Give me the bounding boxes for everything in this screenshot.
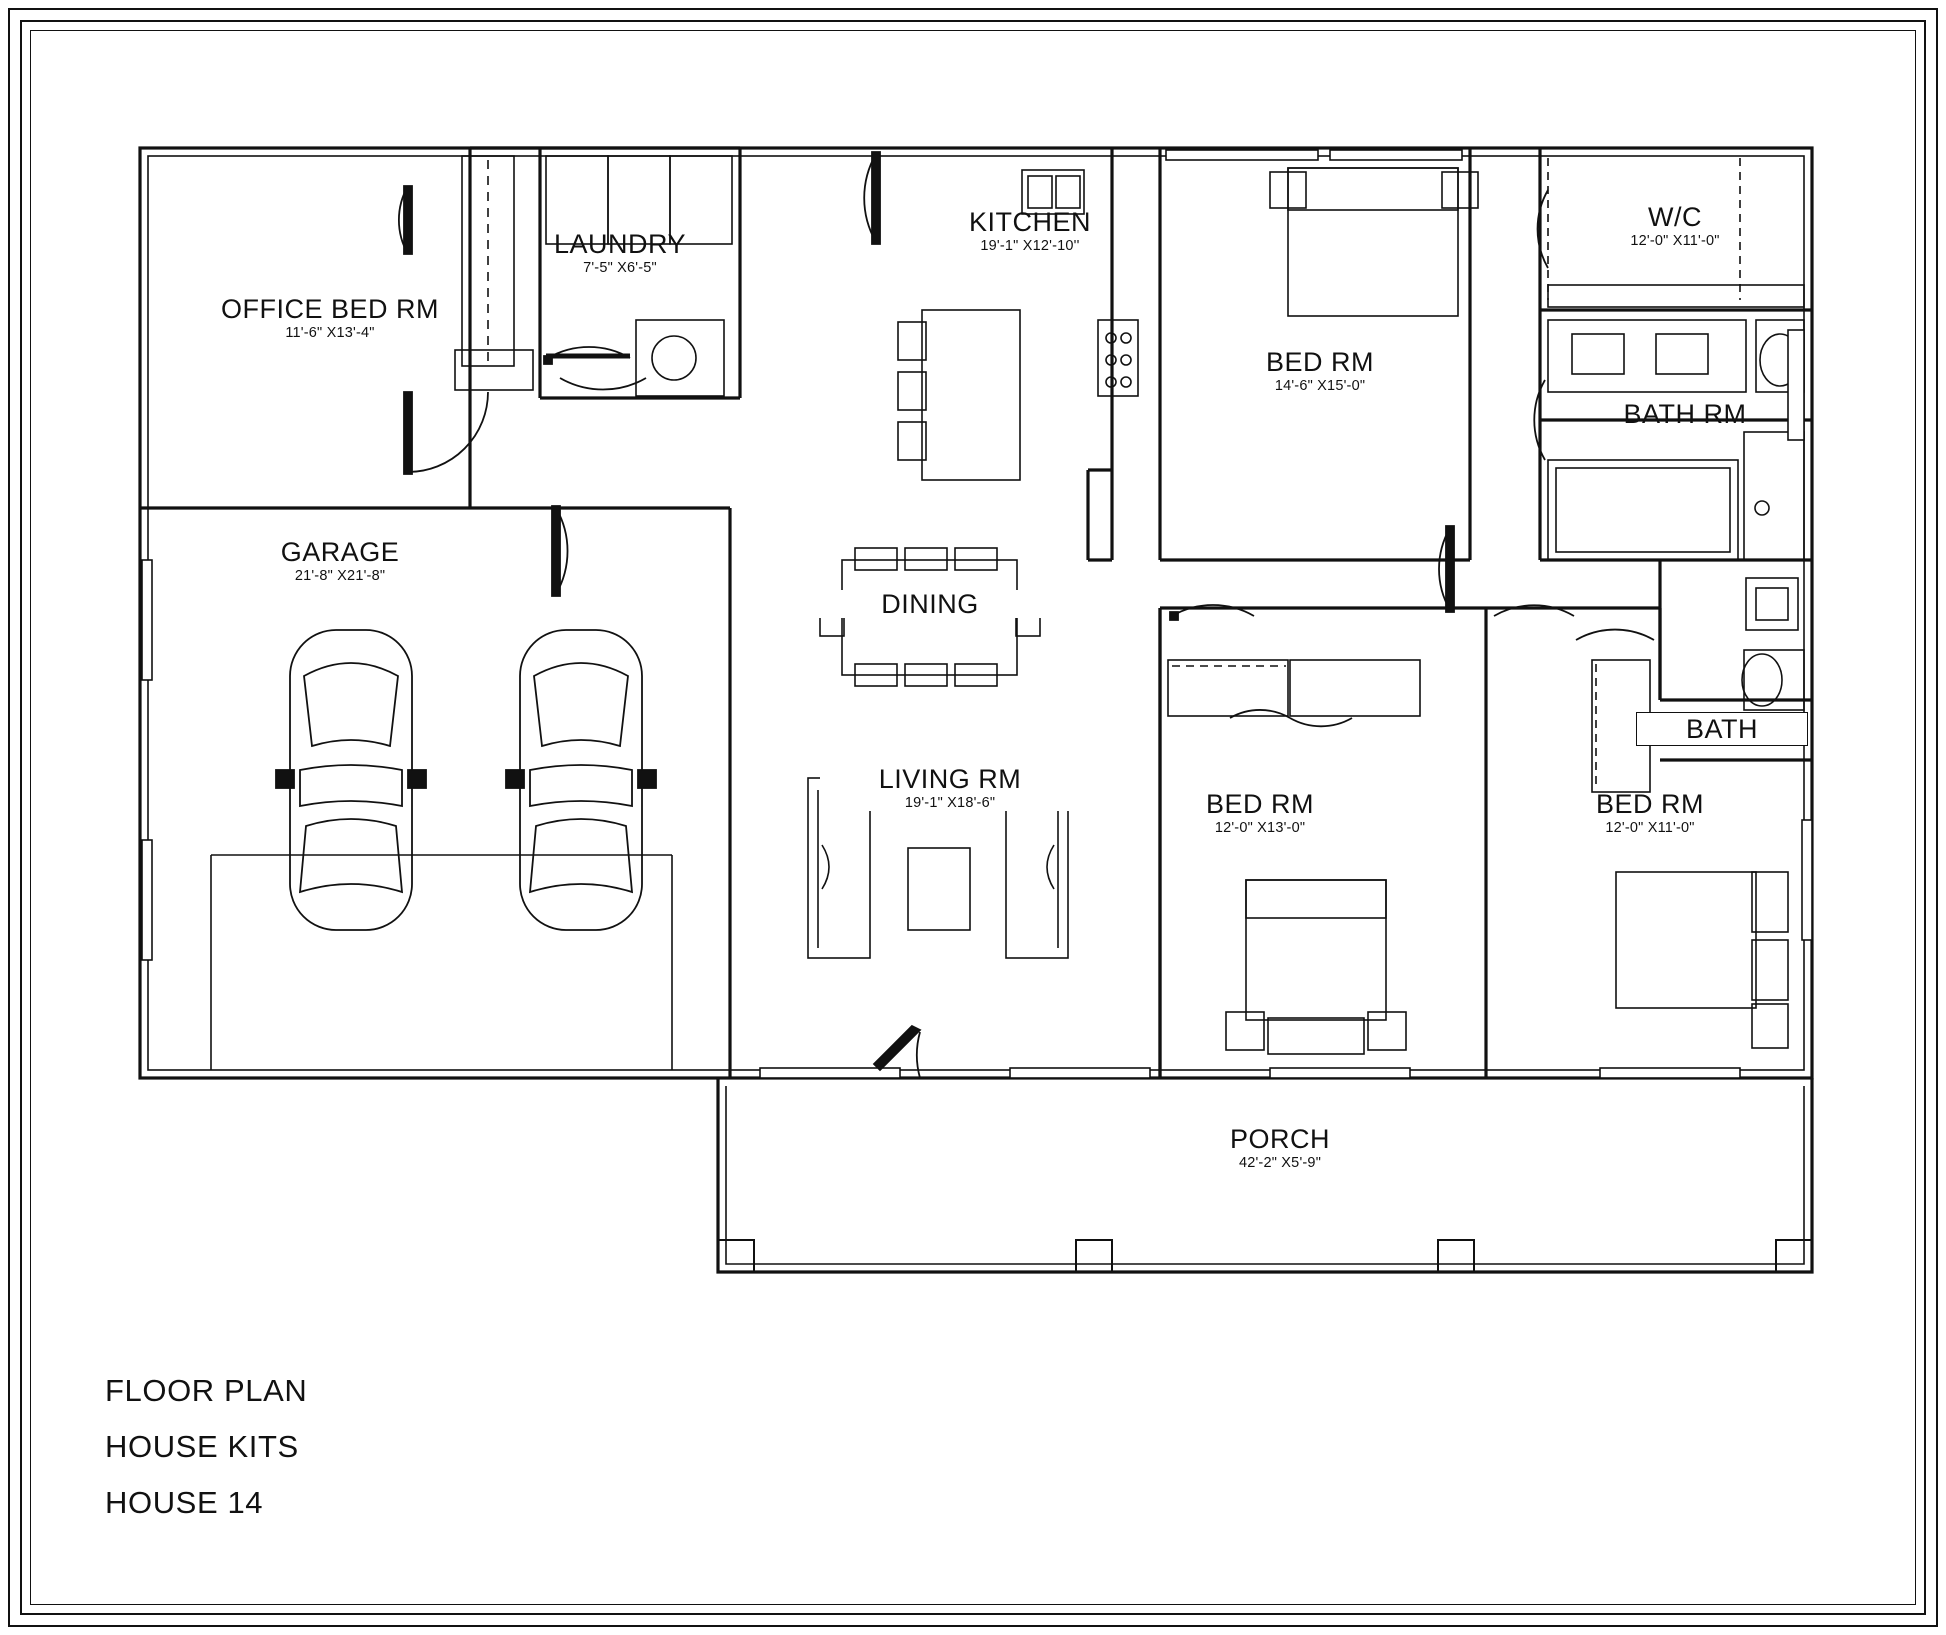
room-label-bed-rm-3: BED RM 12'-0" X11'-0" bbox=[1595, 789, 1704, 837]
room-label-porch: PORCH 42'-2" X5'-9" bbox=[1229, 1124, 1330, 1172]
room-label-bath-rm: BATH RM bbox=[1623, 399, 1747, 429]
room-label-bed-rm-master: BED RM 14'-6" X15'-0" bbox=[1265, 347, 1374, 395]
room-label-laundry: LAUNDRY 7'-5" X6'-5" bbox=[553, 229, 687, 277]
room-label-wc: W/C 12'-0" X11'-0" bbox=[1630, 202, 1720, 250]
room-label-kitchen: KITCHEN 19'-1" X12'-10'' bbox=[968, 207, 1091, 255]
room-label-dining: DINING bbox=[800, 590, 1060, 618]
title-line-1: FLOOR PLAN bbox=[105, 1373, 308, 1408]
room-label-bath: BATH bbox=[1636, 712, 1808, 746]
room-label-office-bed-rm: OFFICE BED RM 11'-6" X13'-4" bbox=[220, 294, 439, 342]
title-line-2: HOUSE KITS bbox=[105, 1429, 299, 1464]
room-label-living-rm: LIVING RM 19'-1" X18'-6" bbox=[820, 765, 1080, 811]
room-label-garage: GARAGE 21'-8" X21'-8" bbox=[280, 537, 400, 585]
title-line-3: HOUSE 14 bbox=[105, 1485, 264, 1520]
room-label-bed-rm-2: BED RM 12'-0" X13'-0" bbox=[1205, 789, 1314, 837]
